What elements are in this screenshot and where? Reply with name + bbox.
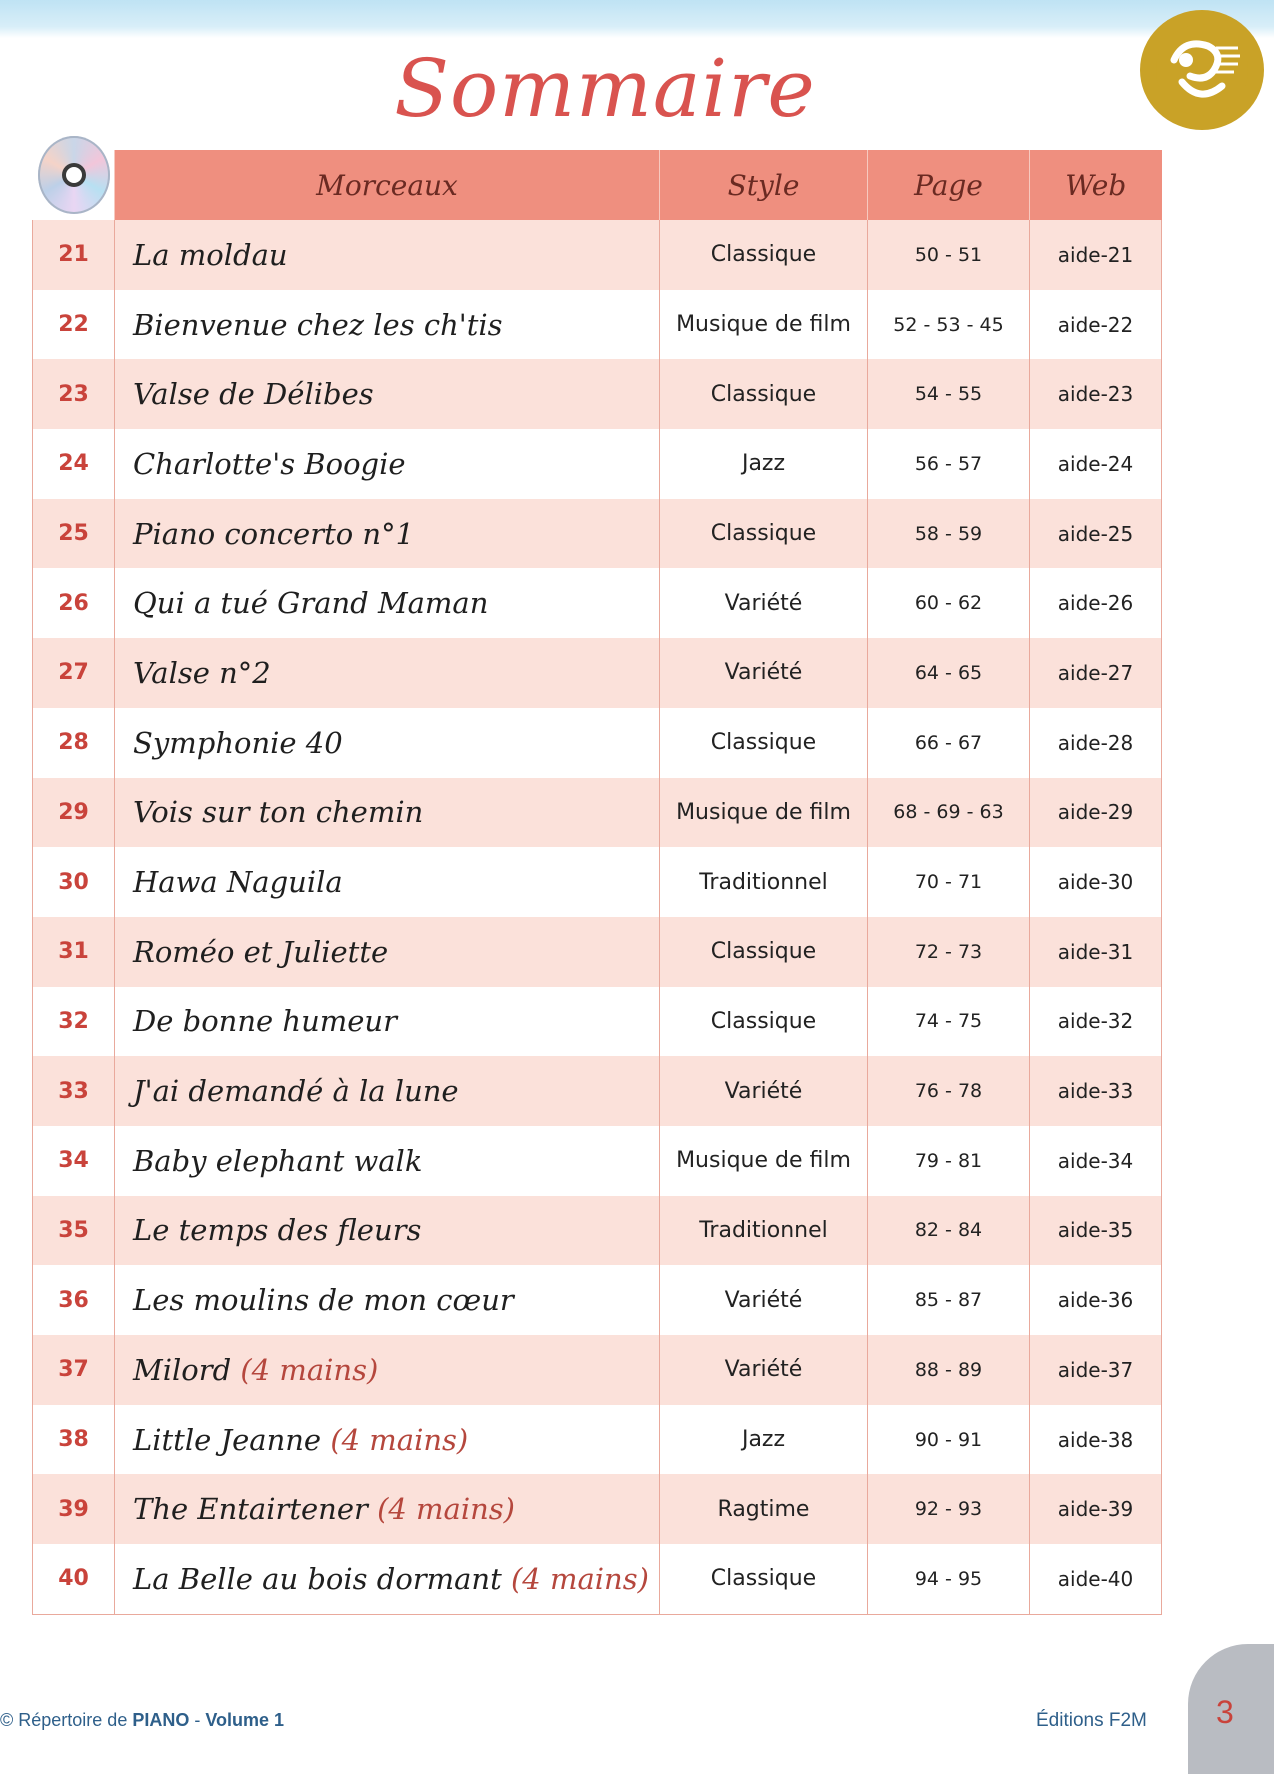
piece-title-cell [115, 1056, 660, 1126]
piece-title: Little Jeanne [133, 1422, 322, 1457]
piece-title: Les moulins de mon cœur [133, 1283, 514, 1318]
row-number: 29 [33, 778, 115, 848]
table-row [33, 568, 1162, 638]
row-number: 26 [33, 568, 115, 638]
piece-page: 66 - 67 [868, 708, 1030, 778]
piece-web: aide-38 [1030, 1405, 1162, 1475]
table-row [33, 1544, 1162, 1614]
row-number: 25 [33, 499, 115, 569]
piece-title-cell [115, 220, 660, 290]
piece-title: Charlotte's Boogie [133, 446, 406, 481]
row-number: 28 [33, 708, 115, 778]
piece-page: 70 - 71 [868, 847, 1030, 917]
piece-style: Classique [660, 987, 868, 1057]
piece-title-cell [115, 568, 660, 638]
piece-page: 68 - 69 - 63 [868, 778, 1030, 848]
table-row [33, 499, 1162, 569]
table-row [33, 987, 1162, 1057]
top-band [0, 0, 1274, 38]
piece-web: aide-25 [1030, 499, 1162, 569]
piece-title-cell [115, 987, 660, 1057]
piece-page: 79 - 81 [868, 1126, 1030, 1196]
piece-title: Vois sur ton chemin [133, 795, 424, 830]
piece-web: aide-21 [1030, 220, 1162, 290]
piece-title-cell [115, 1544, 660, 1614]
piece-web: aide-29 [1030, 778, 1162, 848]
piece-web: aide-28 [1030, 708, 1162, 778]
piece-title: Piano concerto n°1 [133, 516, 415, 551]
piece-web: aide-40 [1030, 1544, 1162, 1614]
piece-title: Roméo et Juliette [133, 934, 389, 969]
piece-page: 72 - 73 [868, 917, 1030, 987]
header-web: Web [1030, 150, 1162, 220]
four-hands-note: (4 mains) [510, 1561, 649, 1596]
piece-web: aide-24 [1030, 429, 1162, 499]
piece-title-cell [115, 359, 660, 429]
piece-title: La moldau [133, 237, 288, 272]
piece-web: aide-22 [1030, 290, 1162, 360]
header-pieces: Morceaux [115, 150, 660, 220]
piece-title-cell [115, 499, 660, 569]
footer-copyright [0, 1710, 284, 1731]
piece-style: Traditionnel [660, 847, 868, 917]
piece-page: 50 - 51 [868, 220, 1030, 290]
piece-style: Variété [660, 568, 868, 638]
table-row [33, 1196, 1162, 1266]
row-number: 33 [33, 1056, 115, 1126]
piece-title-cell [115, 1265, 660, 1335]
table-row [33, 917, 1162, 987]
table-row [33, 708, 1162, 778]
four-hands-note: (4 mains) [240, 1352, 379, 1387]
header-page: Page [868, 150, 1030, 220]
table-row [33, 1265, 1162, 1335]
piece-title-cell [115, 1335, 660, 1405]
table-row [33, 1405, 1162, 1475]
piece-style: Musique de film [660, 1126, 868, 1196]
piece-page: 54 - 55 [868, 359, 1030, 429]
piece-style: Classique [660, 499, 868, 569]
piece-title-cell [115, 1196, 660, 1266]
row-number: 21 [33, 220, 115, 290]
piece-title-cell [115, 708, 660, 778]
footer-piano: PIANO [132, 1710, 190, 1730]
piece-web: aide-33 [1030, 1056, 1162, 1126]
piece-web: aide-34 [1030, 1126, 1162, 1196]
piece-page: 76 - 78 [868, 1056, 1030, 1126]
piece-web: aide-30 [1030, 847, 1162, 917]
table-row [33, 1335, 1162, 1405]
piece-title: Hawa Naguila [133, 865, 343, 900]
table-header-row [33, 150, 1162, 220]
piece-page: 82 - 84 [868, 1196, 1030, 1266]
piece-page: 88 - 89 [868, 1335, 1030, 1405]
piece-title: Valse n°2 [133, 655, 271, 690]
piece-page: 92 - 93 [868, 1474, 1030, 1544]
piece-title-cell [115, 1474, 660, 1544]
piece-style: Musique de film [660, 778, 868, 848]
piece-web: aide-35 [1030, 1196, 1162, 1266]
piece-style: Classique [660, 220, 868, 290]
four-hands-note: (4 mains) [330, 1422, 469, 1457]
row-number: 23 [33, 359, 115, 429]
row-number: 35 [33, 1196, 115, 1266]
piece-title: Milord [133, 1352, 232, 1387]
piece-title: Le temps des fleurs [133, 1213, 422, 1248]
table-row [33, 1474, 1162, 1544]
piece-title: The Entairtener [133, 1492, 368, 1527]
row-number: 32 [33, 987, 115, 1057]
table-row [33, 290, 1162, 360]
piece-page: 94 - 95 [868, 1544, 1030, 1614]
piece-title: Bienvenue chez les ch'tis [133, 307, 503, 342]
piece-style: Variété [660, 638, 868, 708]
piece-title: De bonne humeur [133, 1004, 397, 1039]
row-number: 27 [33, 638, 115, 708]
piece-title-cell [115, 638, 660, 708]
piece-page: 58 - 59 [868, 499, 1030, 569]
table-row [33, 778, 1162, 848]
piece-web: aide-23 [1030, 359, 1162, 429]
piece-style: Variété [660, 1056, 868, 1126]
table-row [33, 1126, 1162, 1196]
piece-title-cell [115, 847, 660, 917]
table-row [33, 220, 1162, 290]
piece-style: Variété [660, 1335, 868, 1405]
piece-title-cell [115, 778, 660, 848]
piece-title: Valse de Délibes [133, 377, 374, 412]
piece-style: Variété [660, 1265, 868, 1335]
piece-title: Qui a tué Grand Maman [133, 586, 489, 621]
row-number: 31 [33, 917, 115, 987]
piece-web: aide-32 [1030, 987, 1162, 1057]
piece-style: Jazz [660, 1405, 868, 1475]
row-number: 39 [33, 1474, 115, 1544]
piece-style: Traditionnel [660, 1196, 868, 1266]
piece-style: Ragtime [660, 1474, 868, 1544]
piece-title-cell [115, 290, 660, 360]
piece-web: aide-27 [1030, 638, 1162, 708]
row-number: 34 [33, 1126, 115, 1196]
header-number-cell [33, 150, 115, 220]
piece-title-cell [115, 429, 660, 499]
piece-title: Symphonie 40 [133, 725, 343, 760]
piece-title-cell [115, 1405, 660, 1475]
piece-page: 56 - 57 [868, 429, 1030, 499]
piece-page: 74 - 75 [868, 987, 1030, 1057]
contents-table [32, 150, 1162, 1615]
piece-title: Baby elephant walk [133, 1143, 423, 1178]
piece-style: Classique [660, 1544, 868, 1614]
piece-title: J'ai demandé à la lune [133, 1074, 459, 1109]
piece-page: 52 - 53 - 45 [868, 290, 1030, 360]
piece-web: aide-37 [1030, 1335, 1162, 1405]
piece-web: aide-31 [1030, 917, 1162, 987]
table-row [33, 429, 1162, 499]
footer-publisher: Éditions F2M [1036, 1710, 1147, 1731]
table-row [33, 1056, 1162, 1126]
piece-web: aide-39 [1030, 1474, 1162, 1544]
row-number: 22 [33, 290, 115, 360]
footer-prefix: © Répertoire de [0, 1710, 133, 1730]
piece-page: 90 - 91 [868, 1405, 1030, 1475]
piece-title-cell [115, 1126, 660, 1196]
page-title: Sommaire [394, 42, 816, 135]
table-row [33, 847, 1162, 917]
piece-style: Classique [660, 708, 868, 778]
header-style: Style [660, 150, 868, 220]
piece-style: Musique de film [660, 290, 868, 360]
piece-web: aide-36 [1030, 1265, 1162, 1335]
piece-page: 85 - 87 [868, 1265, 1030, 1335]
piece-page: 64 - 65 [868, 638, 1030, 708]
piece-web: aide-26 [1030, 568, 1162, 638]
table-row [33, 638, 1162, 708]
piece-title: La Belle au bois dormant [133, 1561, 502, 1596]
footer-volume: Volume 1 [205, 1710, 285, 1730]
row-number: 38 [33, 1405, 115, 1475]
piece-title-cell [115, 917, 660, 987]
row-number: 36 [33, 1265, 115, 1335]
footer-separator: - [189, 1710, 206, 1730]
row-number: 24 [33, 429, 115, 499]
piece-style: Classique [660, 917, 868, 987]
piece-style: Classique [660, 359, 868, 429]
row-number: 40 [33, 1544, 115, 1614]
page-number: 3 [1216, 1694, 1234, 1730]
piece-style: Jazz [660, 429, 868, 499]
row-number: 30 [33, 847, 115, 917]
four-hands-note: (4 mains) [377, 1492, 515, 1527]
piece-page: 60 - 62 [868, 568, 1030, 638]
row-number: 37 [33, 1335, 115, 1405]
table-row [33, 359, 1162, 429]
